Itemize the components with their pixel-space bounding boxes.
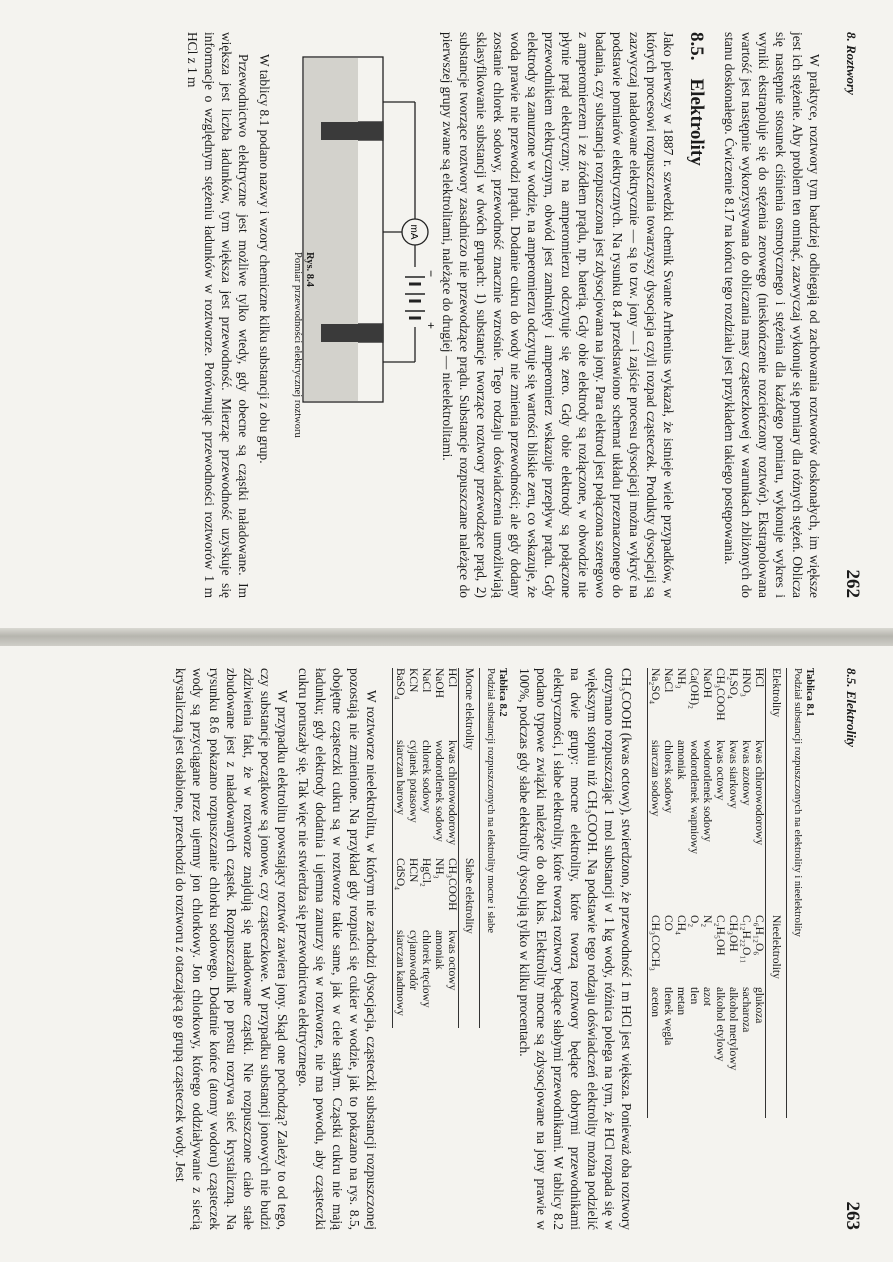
- formula-cell: CH₃COOH: [446, 858, 458, 911]
- weak-electrolyte-paragraph: CH₃COOH (kwas octowy), stwierdzono, że przewodność 1 m HCl jest większa. Ponieważ oba roztwory otrzymano rozpuszczając 1 mol substancji w 1 kg wody, różnica polega na tym, że HCl rozpada się w większym stopniu niż CH₃COOH. Na podstawie tego rodzaju doświadczeń elektrolity można podzielić na dwie grupy: mocne elektrolity, które tworzą roztwory będące dobrymi przewodnikami elektryczności, i słabe elektrolity, które tworzą roztwory będące słabymi przewodnikami. W tablicy 8.2 podano typowe związki należące do obu klas. Elektrolity mocne są zdysocjowane na jony prawie w 100%, podczas gdy słabe elektrolity dysocjują tylko w kilku procentach.: [517, 668, 634, 1230]
- name-cell: wodorotlenek sodowy: [433, 740, 445, 842]
- table-8-1: [647, 668, 787, 1118]
- electrolyte-paragraph: W przypadku elektrolitu powstający roztwór zawiera jony. Skąd one pochodzą? Zależy to od tego, czy substancje początkowe są jonowe, czy cząsteczkowe. W przypadku substancji jonowych nie budzi zdziwienia fakt, że w roztworze znajdują się naładowane cząstki. Nie rozpuszczone ciało stałe zbudowane jest z naładowanych cząstek. Rozpuszczalnik po prostu rozrywa sieć krystaliczną. Na rysunku 8.6 pokazano rozpuszczanie chlorku sodowego. Dodatnie końce (atomy wodoru) cząsteczek wody są przyciągane przez ujemny jon chlorkowy. Jon chlorkowy, którego oddziaływanie z siecią krystaliczną jest osłabione, przechodzi do roztworu z otaczającą go grupą cząsteczek wody. Jest: [173, 668, 290, 1230]
- name-cell: kwas siarkowy: [727, 740, 739, 809]
- formula-cell: CO: [662, 914, 674, 931]
- table-8-2: [392, 668, 480, 1028]
- formula-cell: BaSO₄: [394, 668, 406, 700]
- formula-cell: NaOH: [433, 668, 445, 699]
- conductivity-paragraph: Przewodnictwo elektryczne jest możliwe tylko wtedy, gdy obecne są cząstki naładowane. Im większa jest liczba ładunków, tym większa jest przewodność. Mierząc przewodność uzyskuje się informacje o względnym stężeniu ładunków w roztworze. Porównując przewodności roztworów 1 m HCl z 1 m: [185, 32, 251, 598]
- name-cell: sacharoza: [740, 986, 752, 1033]
- formula-cell: HCl: [446, 668, 458, 688]
- table-row: [406, 668, 419, 1028]
- table-row: [393, 668, 407, 1028]
- table-caption: Podział substancji rozpuszczonych na elektrolity i nieelektrolity: [792, 668, 803, 937]
- formula-cell: NaOH: [701, 668, 713, 699]
- table-row: [661, 668, 674, 1118]
- page-number: 263: [842, 1201, 863, 1230]
- battery-plus: +: [424, 322, 438, 330]
- formula-cell: HNO₃: [740, 668, 752, 697]
- table-row: [726, 668, 739, 1118]
- column-header: Elektrolity: [770, 668, 782, 718]
- name-cell: siarczan kadmowy: [394, 930, 406, 1016]
- formula-cell: O₂: [688, 914, 700, 928]
- running-head-title: 8. Roztwory: [844, 32, 859, 95]
- figure-caption-text: Pomiar przewodności elektrycznej roztworu: [292, 252, 303, 438]
- right-page: [0, 646, 893, 1262]
- book-gutter: [0, 628, 893, 646]
- formula-cell: NaCl: [662, 668, 674, 693]
- running-header: [823, 32, 863, 598]
- column-header: Słabe elektrolity: [463, 858, 475, 934]
- column-header: Mocne elektrolity: [463, 668, 475, 751]
- table-row: [752, 668, 766, 1118]
- conductivity-figure: [283, 32, 438, 598]
- formula-cell: CH₄: [675, 914, 687, 935]
- ammeter-symbol: mA: [408, 224, 419, 240]
- figure-label: Rys. 8.4: [304, 252, 315, 287]
- table-label: Tablica 8.2: [497, 668, 508, 717]
- name-cell: cyjanek potasowy: [407, 740, 419, 823]
- table-row: [674, 668, 687, 1118]
- name-cell: chlorek sodowy: [420, 740, 432, 814]
- formula-cell: KCN: [407, 668, 419, 693]
- table-row: [432, 668, 445, 1028]
- name-cell: alkohol etylowy: [714, 986, 726, 1062]
- formula-cell: H₂SO₄: [727, 668, 739, 700]
- section-title: Elektrolity: [686, 78, 707, 166]
- column-header: Nieelektrolity: [770, 914, 782, 979]
- name-cell: amoniak: [433, 930, 445, 970]
- formula-cell: HCN: [407, 858, 419, 883]
- table-row: [739, 668, 752, 1118]
- name-cell: kwas chlorowodorowy: [753, 740, 765, 846]
- name-cell: metan: [675, 986, 687, 1016]
- table-row: [419, 668, 432, 1028]
- formula-cell: NH₃: [433, 858, 445, 879]
- section-number: 8.5.: [686, 32, 707, 61]
- left-page: [0, 0, 893, 628]
- formula-cell: C₁₂H₂₂O₁₁: [740, 914, 752, 964]
- name-cell: alkohol metylowy: [727, 986, 739, 1071]
- formula-cell: Na₂SO₄: [649, 668, 661, 705]
- running-header: [823, 668, 863, 1230]
- name-cell: cyjanowodór: [407, 930, 419, 991]
- formula-cell: Ca(OH)₂: [688, 668, 700, 710]
- table-label: Tablica 8.1: [804, 668, 815, 717]
- table-row: [700, 668, 713, 1118]
- formula-cell: N₂: [701, 914, 713, 928]
- table-8-1-caption: [791, 668, 815, 1230]
- formula-cell: NH₃: [675, 668, 687, 689]
- formula-cell: HgCl₂: [420, 858, 432, 887]
- figure-caption: [291, 252, 315, 438]
- name-cell: kwas chlorowodorowy: [446, 740, 458, 846]
- formula-cell: NaCl: [420, 668, 432, 693]
- name-cell: azot: [701, 986, 713, 1007]
- section-heading: [685, 32, 707, 598]
- name-cell: chlorek rtęciowy: [420, 930, 432, 1008]
- name-cell: glukoza: [753, 986, 765, 1024]
- name-cell: wodorotlenek sodowy: [701, 740, 713, 842]
- table-row: [445, 668, 459, 1028]
- nonelectrolyte-paragraph: W roztworze nieelektrolitu, w którym nie zachodzi dysocjacja, cząsteczki substancji rozpuszczonej pozostają nie zmienione. Na przykład gdy rozpuści się cukier w wodzie, jak to pokazano na rys. 8.5, obojętne cząsteczki cukru są w roztworze takie same, jak w ciele stałym. Cząstki cukru nie mają ładunku; gdy elektrody dodatnia i ujemna zanurzy się w roztworze, nie ma powodu, aby cząsteczki cukru poruszały się. Tak więc nie stwierdza się przewodnictwa elektrycznego.: [296, 668, 379, 1230]
- intro-paragraph: W praktyce, roztwory tym bardziej odbiegają od zachowania roztworów doskonałych, im większe jest ich stężenie. Aby problem ten ominąć, zazwyczaj wykonuje się pomiary dla różnych stężeń. Oblicza się następnie stosunek ciśnienia osmotycznego i stężenia dla każdego pomiaru, wykonuje wykres i wyniki ekstrapoluje się do stężenia zerowego (nieskończenie rozcieńczony roztwór). Ekstrapolowana wartość jest następnie wykorzystywana do obliczania masy cząsteczkowej w warunkach zbliżonych do stanu doskonałego. Ćwiczenie 8.17 na końcu tego rozdziału jest przykładem takiego postępowania.: [722, 32, 822, 598]
- battery-icon: [405, 277, 425, 318]
- table-8-2-caption: [484, 668, 508, 1230]
- formula-cell: CdSO₄: [394, 858, 406, 891]
- table-row: [648, 668, 662, 1118]
- formula-cell: HCl: [753, 668, 765, 688]
- name-cell: siarczan barowy: [394, 740, 406, 816]
- name-cell: aceton: [649, 986, 661, 1017]
- table-row: [713, 668, 726, 1118]
- table-row: [687, 668, 700, 1118]
- name-cell: wodorotlenek wapniowy: [688, 740, 700, 855]
- table-caption: Podział substancji rozpuszczonych na elektrolity mocne i słabe: [485, 668, 496, 934]
- name-cell: kwas octowy: [446, 930, 458, 991]
- running-head-title: 8.5. Elektrolity: [844, 668, 859, 748]
- battery-minus: −: [424, 270, 438, 278]
- name-cell: kwas azotowy: [740, 740, 752, 806]
- name-cell: tlenek węgla: [662, 986, 674, 1046]
- formula-cell: CH₃COCH₃: [649, 914, 661, 971]
- name-cell: chlorek sodowy: [662, 740, 674, 814]
- formula-cell: CH₃OH: [727, 914, 739, 952]
- name-cell: siarczan sodowy: [649, 740, 661, 817]
- formula-cell: CH₃COOH: [714, 668, 726, 721]
- name-cell: kwas octowy: [714, 740, 726, 801]
- formula-cell: C₆H₁₂O₆: [753, 914, 765, 956]
- name-cell: amoniak: [675, 740, 687, 780]
- table-reference-paragraph: W tablicy 8.1 podano nazwy i wzory chemiczne kilku substancji z obu grup.: [257, 54, 272, 464]
- name-cell: tlen: [688, 986, 700, 1005]
- page-number: 262: [842, 569, 863, 598]
- formula-cell: C₂H₅OH: [714, 914, 726, 956]
- section-paragraph: Jako pierwszy w 1887 r. szwedzki chemik Svante Arrhenius wykazał, że istnieje wiele przypadków, w których procesowi rozpuszczania towarzyszy dysocjacja czyli rozpad cząsteczek. Produkty dysocjacji są zazwyczaj naładowane elektrycznie — są to tzw. jony — i zajście procesu dysocjacji można wykryć na podstawie pomiarów elektrycznych. Na rysunku 8.4 przedstawiono schemat układu przeznaczonego do badania, czy substancja rozpuszczona jest zdysocjowana na jony. Para elektrod jest połączona szeregowo z amperomierzem i ze źródłem prądu, np. baterią. Gdy obie elektrody są rozłączone, w obwodzie nie płynie prąd elektryczny; na amperomierzu odczytuje się zero. Gdy obie elektrody są połączone przewodnikiem elektrycznym, obwód jest zamknięty i amperomierz wskazuje przepływ prądu. Gdy elektrody są zanurzone w wodzie, na amperomierzu odczytuje się wartości bliskie zeru, co wskazuje, że woda prawie nie przewodzi prądu. Dodanie cukru do wody nie zmienia przewodności; ale gdy dodany zostanie chlorek sodowy, przewodność znacznie wzrośnie. Tego rodzaju doświadczenia umożliwiają sklasyfikowanie substancji w dwóch grupach: 1) substancje tworzące roztwory przewodzące prąd, 2) substancje tworzące roztwory zasadniczo nie przewodzące prądu. Substancje rozpuszczane należące do pierwszej grupy zwane są elektrolitami, należące do drugiej — nieelektrolitami.: [440, 32, 676, 598]
